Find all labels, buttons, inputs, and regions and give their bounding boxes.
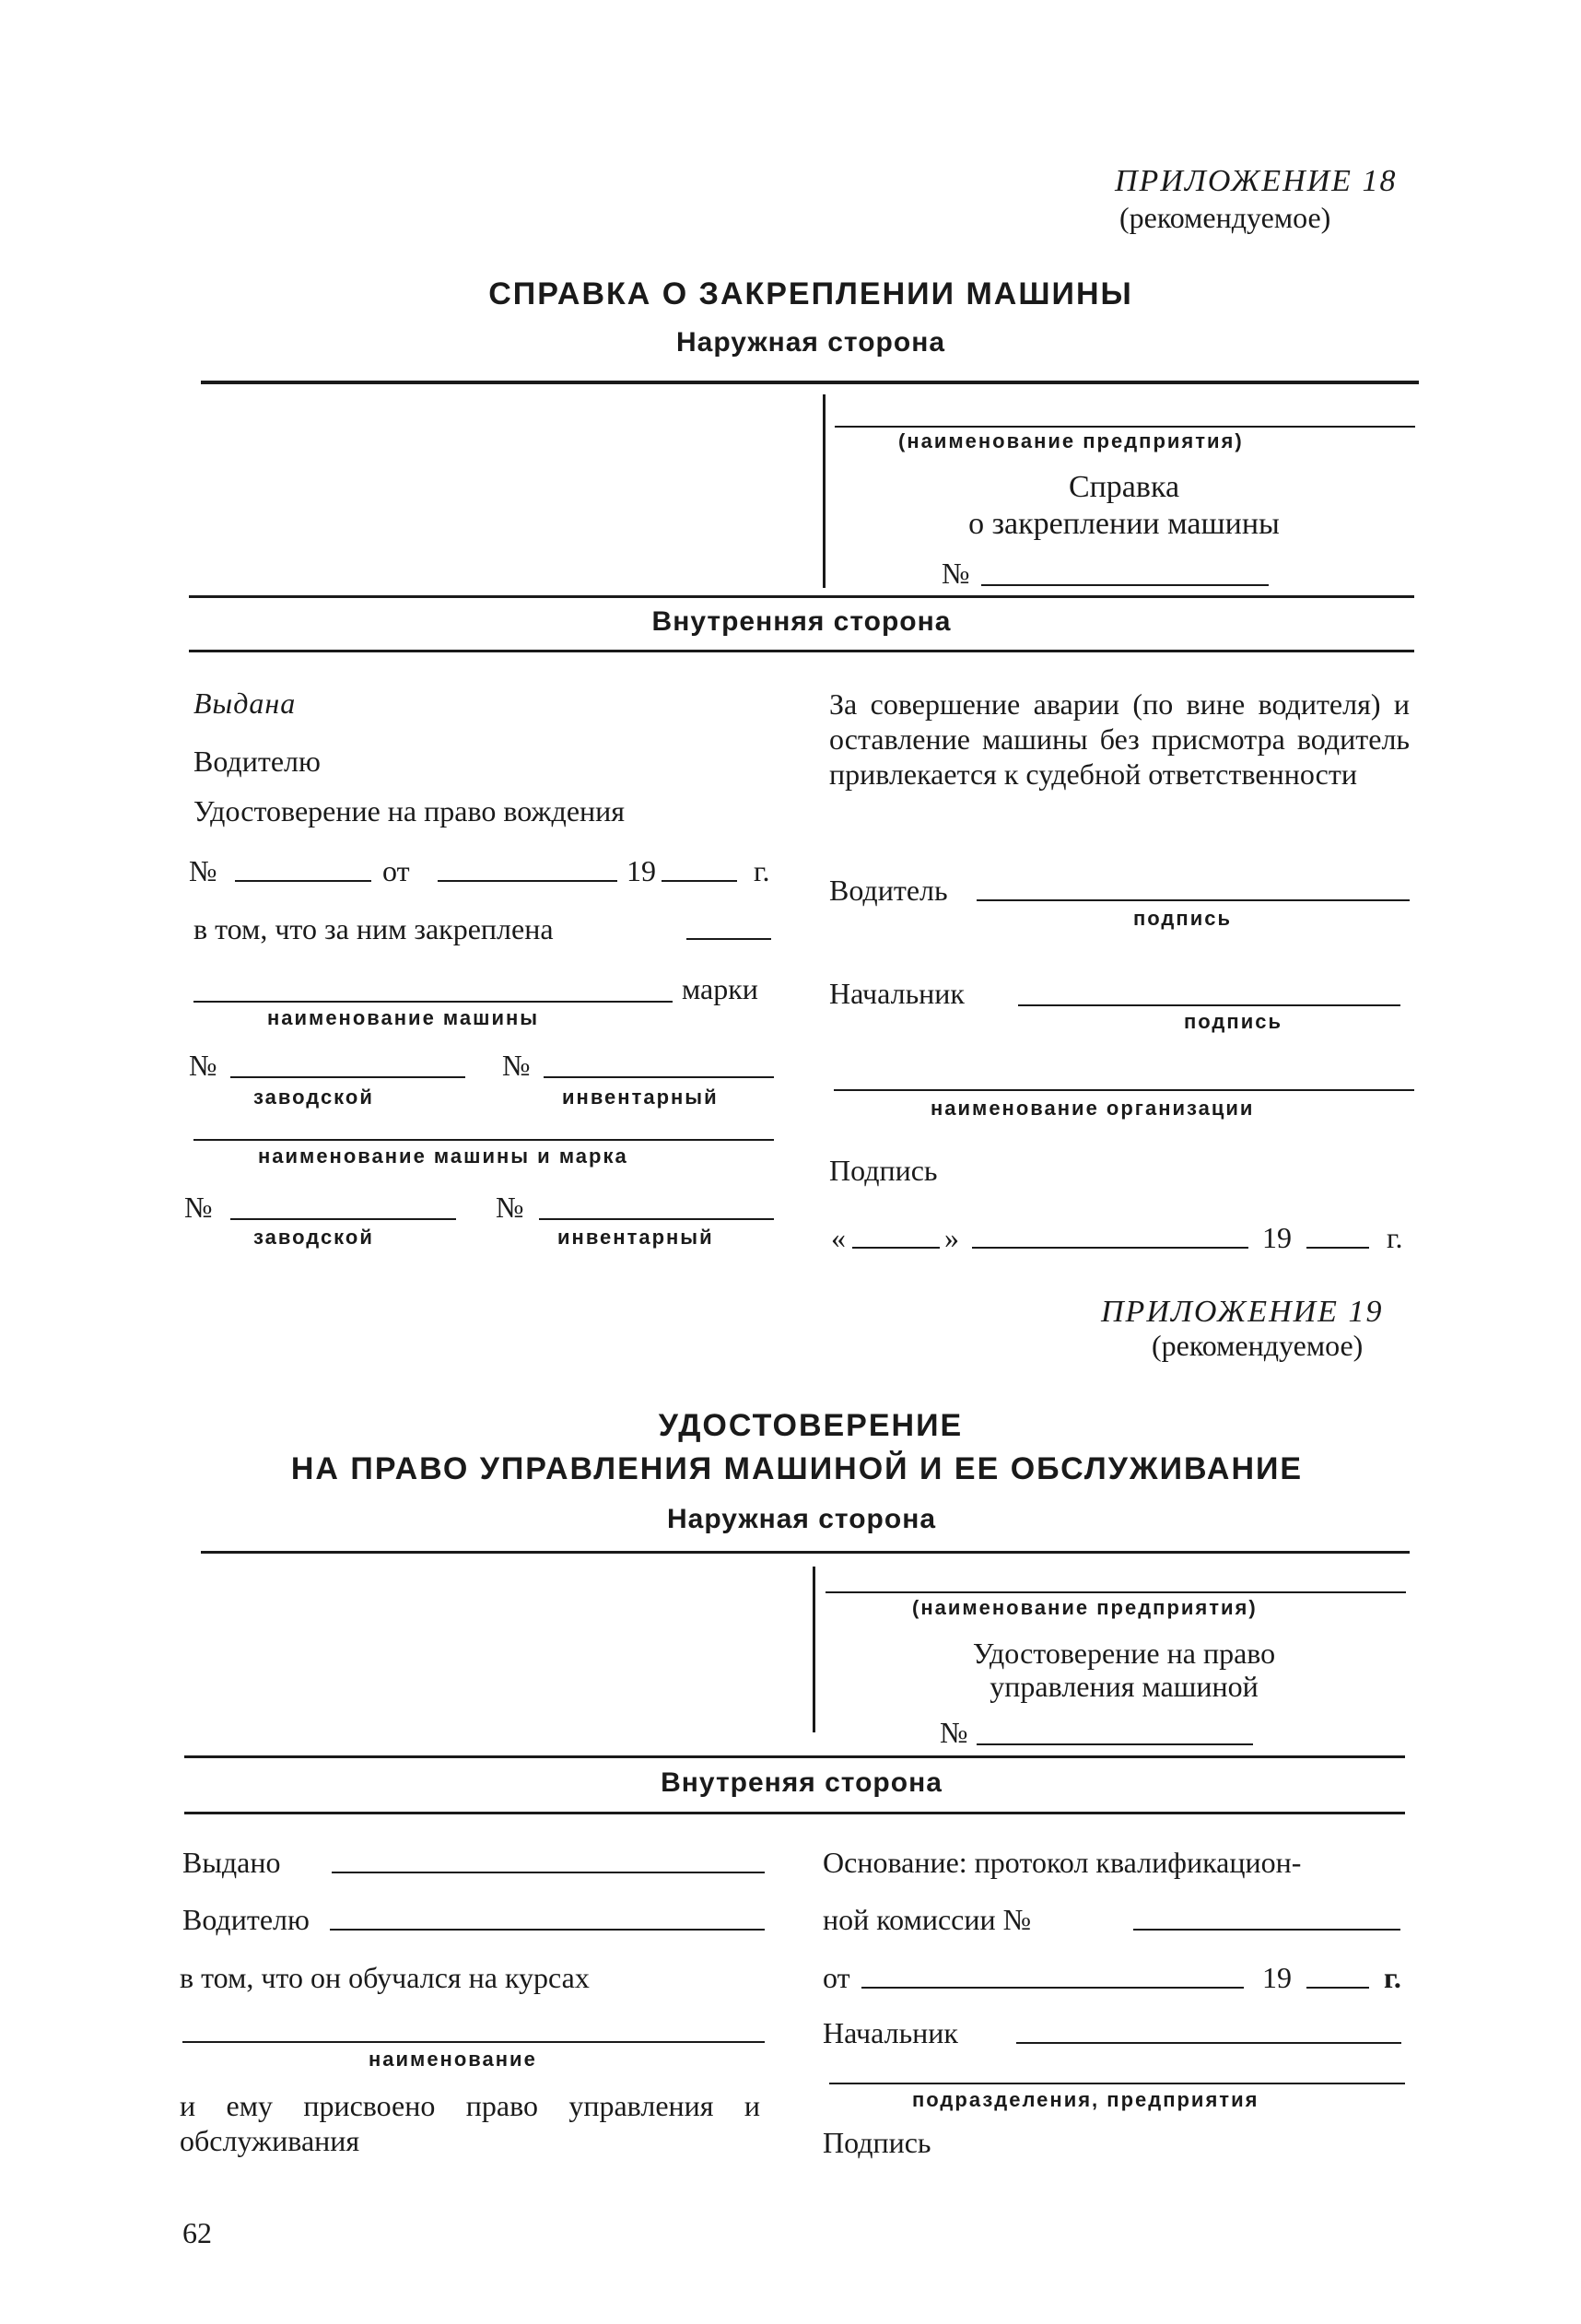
year-suffix: г. (754, 854, 770, 887)
year-prefix: 19 (627, 854, 656, 887)
number-field-line (235, 880, 371, 882)
from-label: от (823, 1961, 850, 1994)
year-field-line (1306, 1987, 1369, 1989)
organization-caption: наименование организации (931, 1097, 1255, 1120)
signature-label: Подпись (829, 1154, 938, 1187)
divider (201, 1551, 1410, 1554)
chief-signature-line (1018, 1004, 1400, 1006)
basis-label: Основание: протокол квалификацион- (823, 1846, 1302, 1879)
chief-signature-line (1016, 2042, 1401, 2044)
factory-caption: заводской (253, 1086, 374, 1109)
license-label: Удостоверение на право вождения (193, 794, 625, 827)
year-field-line (662, 880, 737, 882)
machine-name-caption: наименование машины (267, 1006, 540, 1029)
field-line (835, 426, 1415, 428)
doc-title-line2: управления машиной (990, 1670, 1259, 1703)
form-title-line2: НА ПРАВО УПРАВЛЕНИЯ МАШИНОЙ И ЕЕ ОБСЛУЖИВАНИЕ (290, 1451, 1304, 1486)
year-suffix: г. (1384, 1961, 1401, 1994)
issued-label: Выдано (182, 1846, 281, 1879)
driver-label: Водителю (182, 1903, 310, 1936)
date-field-line (438, 880, 617, 882)
number-field-line (977, 1743, 1253, 1745)
day-field-line (852, 1247, 940, 1249)
inventory-number-line (539, 1218, 774, 1220)
department-field-line (829, 2083, 1405, 2084)
commission-label: ной комиссии № (823, 1903, 1032, 1936)
factory-number-line (230, 1218, 456, 1220)
appendix-18-label: ПРИЛОЖЕНИЕ 18 (1115, 164, 1398, 198)
trained-label: в том, что он обучался на курсах (180, 1961, 590, 1994)
number-sign: № (184, 1191, 213, 1224)
liability-note: За совершение аварии (по вине водителя) и оставление машины без присмотра водитель привлекается к судебной ответственности (829, 687, 1410, 791)
doc-title-line1: Справка (1068, 470, 1180, 504)
issued-field-line (332, 1872, 765, 1873)
divider (201, 381, 1419, 384)
outer-side-heading: Наружная сторона (675, 327, 946, 358)
signature-caption: подпись (1133, 907, 1232, 930)
divider (184, 1755, 1405, 1758)
granted-text: и ему присвоено право управления и обслуживания (180, 2089, 760, 2157)
machine-field-line (193, 1001, 673, 1003)
divider (189, 650, 1414, 652)
driver-signature-line (977, 899, 1410, 901)
quote-close: » (944, 1221, 959, 1254)
month-field-line (972, 1247, 1248, 1249)
appendix-18-note: (рекомендуемое) (1119, 201, 1331, 234)
number-sign: № (940, 1716, 968, 1749)
course-field-line (182, 2041, 765, 2043)
vertical-divider (813, 1567, 815, 1732)
inventory-number-line (544, 1076, 774, 1078)
form-title: СПРАВКА О ЗАКРЕПЛЕНИИ МАШИНЫ (488, 276, 1133, 311)
inventory-caption: инвентарный (557, 1226, 714, 1249)
outer-side-heading: Наружная сторона (666, 1504, 937, 1534)
year-field-line (1306, 1247, 1369, 1249)
driver-signature-label: Водитель (829, 874, 948, 907)
inventory-caption: инвентарный (562, 1086, 719, 1109)
enterprise-caption: (наименование предприятия) (898, 429, 1244, 452)
assigned-field-line (686, 938, 771, 940)
field-line (826, 1591, 1406, 1593)
factory-caption: заводской (253, 1226, 374, 1249)
assigned-label: в том, что за ним закреплена (193, 912, 554, 945)
organization-field-line (834, 1089, 1414, 1091)
doc-title-line1: Удостоверение на право (972, 1637, 1276, 1670)
divider (184, 1812, 1405, 1814)
number-sign: № (189, 1049, 217, 1082)
issued-label: Выдана (193, 687, 297, 720)
protocol-number-line (1133, 1929, 1400, 1931)
divider (189, 595, 1414, 598)
number-sign: № (502, 1049, 531, 1082)
number-field-line (981, 584, 1269, 586)
number-sign: № (496, 1191, 524, 1224)
year-suffix: г. (1387, 1221, 1403, 1254)
appendix-19-label: ПРИЛОЖЕНИЕ 19 (1101, 1295, 1384, 1329)
number-sign: № (189, 854, 217, 887)
signature-caption: подпись (1184, 1010, 1282, 1033)
chief-label: Начальник (829, 977, 965, 1010)
appendix-19-note: (рекомендуемое) (1152, 1329, 1364, 1362)
form-title-line1: УДОСТОВЕРЕНИЕ (658, 1408, 964, 1443)
driver-field-line (330, 1929, 765, 1931)
doc-title-line2: о закреплении машины (968, 507, 1280, 541)
signature-label: Подпись (823, 2126, 931, 2159)
inner-side-heading: Внутренняя сторона (651, 606, 952, 637)
machine-brand-field-line (193, 1139, 774, 1141)
quote-open: « (831, 1221, 846, 1254)
name-caption: наименование (369, 2048, 537, 2071)
from-label: от (382, 854, 410, 887)
year-prefix: 19 (1262, 1221, 1292, 1254)
factory-number-line (230, 1076, 465, 1078)
machine-brand-caption: наименование машины и марка (258, 1144, 628, 1168)
year-prefix: 19 (1262, 1961, 1292, 1994)
number-sign: № (942, 557, 970, 590)
department-caption: подразделения, предприятия (912, 2088, 1259, 2111)
inner-side-heading: Внутреняя сторона (661, 1767, 943, 1798)
vertical-divider (823, 394, 826, 588)
brand-label: марки (682, 972, 758, 1005)
date-field-line (861, 1987, 1244, 1989)
chief-label: Начальник (823, 2016, 958, 2049)
page-number: 62 (182, 2216, 212, 2249)
enterprise-caption: (наименование предприятия) (912, 1596, 1258, 1619)
driver-label: Водителю (193, 745, 321, 778)
